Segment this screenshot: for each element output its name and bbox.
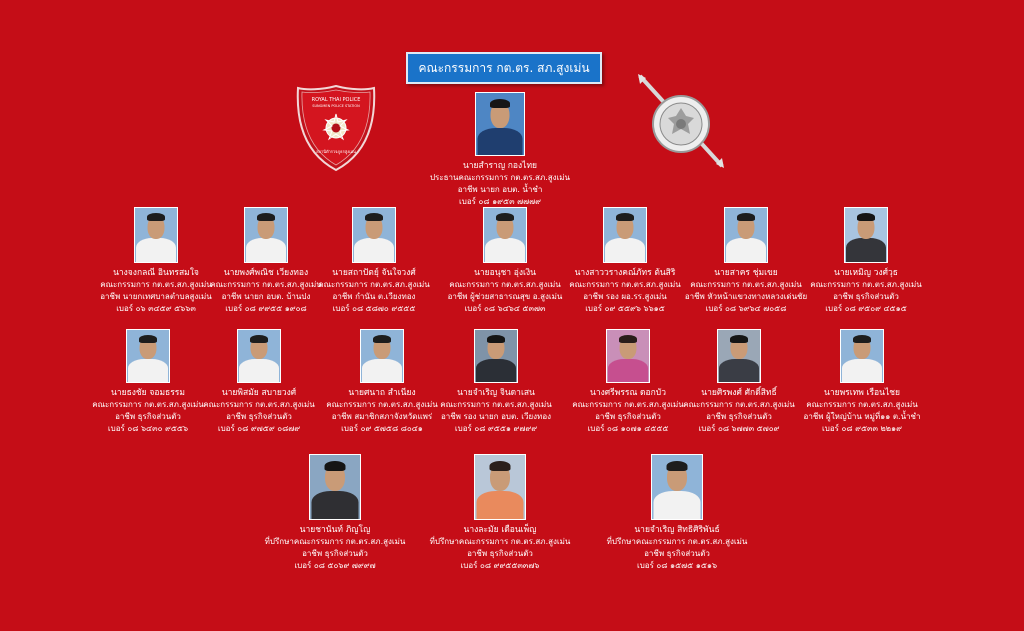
member-phone: เบอร์ ๐๘ ๙๙๕๕๓๓๗๖ (460, 561, 540, 570)
member-occupation: อาชีพ กำนัน ต.เวียงทอง (332, 292, 416, 301)
member-photo-body (654, 491, 701, 519)
member-phone: เบอร์ ๐๘ ๖๔๓๐ ๙๕๕๖ (107, 424, 189, 433)
member-photo-hair (490, 461, 511, 471)
member-occupation: อาชีพ ธุรกิจส่วนตัว (833, 292, 899, 301)
member-role: คณะกรรมการ กต.ตร.สภ.สูงเม่น (318, 280, 430, 289)
member-photo-hair (139, 335, 157, 343)
member-photo-body (476, 359, 516, 382)
member-name: นายเหมิญ วงศ์วุธ (834, 268, 898, 278)
member-photo-hair (619, 335, 637, 343)
member-name: นางศรีพรรณ ดอกบัว (590, 388, 666, 398)
member-photo (352, 207, 396, 263)
member-role: คณะกรรมการ กต.ตร.สภ.สูงเม่น (210, 280, 322, 289)
member-name: นางจงกลณี อินทรสมใจ (113, 268, 199, 278)
member-name: นายอนุชา อุ่งเงิน (474, 268, 536, 278)
member-occupation: อาชีพ ผู้ช่วยสาธารณสุข อ.สูงเม่น (447, 292, 563, 301)
member-phone: เบอร์ ๐๖ ๓๔๕๙ ๕๖๖๓ (116, 304, 196, 313)
member-occupation: อาชีพ ธุรกิจส่วนตัว (115, 412, 181, 421)
member-photo-body (246, 238, 286, 262)
member-name: นายจำเริญ จินดาเสน (457, 388, 535, 398)
member-phone: เบอร์ ๐๘ ๙๕๓๓ ๒๒๑๙ (822, 424, 902, 433)
member-photo (475, 92, 525, 156)
member-photo-hair (147, 213, 165, 221)
member-photo-body (608, 359, 648, 382)
member-name: นายชานันท์ ภิญโญ (299, 525, 371, 535)
member-photo-body (128, 359, 168, 382)
member-occupation: อาชีพ ธุรกิจส่วนตัว (467, 549, 533, 558)
member-photo (360, 329, 404, 383)
member-occupation: อาชีพ ธุรกิจส่วนตัว (595, 412, 661, 421)
member-name: นายพรเทพ เรือนไชย (824, 388, 900, 398)
member-photo-body (239, 359, 279, 382)
member-photo-hair (487, 335, 505, 343)
member-role: คณะกรรมการ กต.ตร.สภ.สูงเม่น (326, 400, 438, 409)
member-phone: เบอร์ ๐๘ ๖๙๖๔ ๗๐๕๘ (705, 304, 787, 313)
member-photo (606, 329, 650, 383)
member-photo-body (478, 128, 523, 155)
member-phone: เบอร์ ๐๘ ๖๗๗๓ ๕๗๐๙ (698, 424, 780, 433)
member-phone: เบอร์ ๐๘ ๑๙๕๓ ๗๗๗๙ (459, 197, 541, 206)
member-photo (724, 207, 768, 263)
member-role: คณะกรรมการ กต.ตร.สภ.สูงเม่น (449, 280, 561, 289)
member-photo-hair (365, 213, 383, 221)
member-phone: เบอร์ ๐๘ ๑๕๗๕ ๑๕๑๖ (636, 561, 718, 570)
member-photo-hair (490, 99, 510, 108)
member-photo-body (136, 238, 176, 262)
member-photo (844, 207, 888, 263)
member-occupation: อาชีพ ธุรกิจส่วนตัว (302, 549, 368, 558)
member-photo (126, 329, 170, 383)
member-photo-body (842, 359, 882, 382)
member-photo (244, 207, 288, 263)
member-role: ที่ปรึกษาคณะกรรมการ กต.ตร.สภ.สูงเม่น (264, 537, 406, 546)
member-name: นายสำราญ กองไทย (462, 161, 538, 171)
member-phone: เบอร์ ๐๘ ๙๙๕๕ ๑๙๐๘ (225, 304, 307, 313)
member-photo (717, 329, 761, 383)
member-photo-body (477, 491, 524, 519)
member-phone: เบอร์ ๐๘ ๕๘๗๐ ๙๕๕๕ (332, 304, 416, 313)
member-name: นายพงศ์พณิช เวียงทอง (223, 268, 309, 278)
member-role: ประธานคณะกรรมการ กต.ตร.สภ.สูงเม่น (429, 173, 571, 182)
member-photo-body (846, 238, 886, 262)
member-card (772, 329, 952, 435)
member-photo (474, 454, 526, 520)
member-role: คณะกรรมการ กต.ตร.สภ.สูงเม่น (572, 400, 684, 409)
member-photo (483, 207, 527, 263)
member-photo-hair (616, 213, 634, 221)
member-occupation: อาชีพ ธุรกิจส่วนตัว (706, 412, 772, 421)
member-photo-hair (857, 213, 875, 221)
member-role: คณะกรรมการ กต.ตร.สภ.สูงเม่น (690, 280, 802, 289)
badge-text-3: สถานีตำรวจภูธรสูงเม่น (316, 149, 356, 154)
member-phone: เบอร์ ๐๙ ๕๕๙๖ ๖๖๑๕ (585, 304, 665, 313)
member-role: คณะกรรมการ กต.ตร.สภ.สูงเม่น (569, 280, 681, 289)
member-occupation: อาชีพ ธุรกิจส่วนตัว (644, 549, 710, 558)
member-name: นายศิรพงศ์ ศักดิ์สิทธิ์ (701, 388, 777, 398)
member-photo-body (354, 238, 394, 262)
page-title: คณะกรรมการ กต.ตร. สภ.สูงเม่น (406, 52, 602, 84)
member-occupation: อาชีพ รอง นายก อบต. เวียงทอง (440, 412, 552, 421)
member-role: คณะกรรมการ กต.ตร.สภ.สูงเม่น (92, 400, 204, 409)
member-photo-hair (325, 461, 346, 471)
member-role: คณะกรรมการ กต.ตร.สภ.สูงเม่น (683, 400, 795, 409)
member-name: นายสาคร ชุ่มเขย (714, 268, 778, 278)
member-name: นายธงชัย จอมธรรม (111, 388, 185, 398)
member-occupation: อาชีพ นายก อบต. บ้านปง (221, 292, 311, 301)
member-occupation: อาชีพ นายก อบต. น้ำชำ (457, 185, 543, 194)
badge-text-2: SUNGMEN POLICE STATION (312, 104, 360, 108)
police-emblem-icon (636, 74, 726, 170)
member-photo-body (719, 359, 759, 382)
member-occupation: อาชีพ ธุรกิจส่วนตัว (226, 412, 292, 421)
member-name: นายศนาถ สำเนียง (348, 388, 416, 398)
member-photo-body (362, 359, 402, 382)
member-card (776, 207, 956, 315)
member-photo-hair (250, 335, 268, 343)
member-photo-body (605, 238, 645, 262)
member-photo (134, 207, 178, 263)
member-name: นางสาววรางคณ์ภัทร ต้นสิริ (574, 268, 676, 278)
member-photo-hair (737, 213, 755, 221)
member-name: นางละมัย เดือนเพ็ญ (463, 525, 537, 535)
member-occupation: อาชีพ รอง ผอ.รร.สูงเม่น (583, 292, 667, 301)
member-photo-body (726, 238, 766, 262)
member-photo-hair (853, 335, 871, 343)
member-photo (309, 454, 361, 520)
member-photo-body (485, 238, 525, 262)
member-name: นายจำเริญ สิทธิศิริพันธ์ (634, 525, 720, 535)
member-role: คณะกรรมการ กต.ตร.สภ.สูงเม่น (810, 280, 922, 289)
member-role: ที่ปรึกษาคณะกรรมการ กต.ตร.สภ.สูงเม่น (429, 537, 571, 546)
member-phone: เบอร์ ๐๘ ๑๐๗๑ ๔๕๕๕ (587, 424, 669, 433)
member-occupation: อาชีพ นายกเทศบาลตำบลสูงเม่น (100, 292, 212, 301)
badge-text-1: ROYAL THAI POLICE (311, 97, 361, 103)
member-phone: เบอร์ ๐๘ ๙๗๕๙ ๐๘๗๙ (217, 424, 301, 433)
member-photo (237, 329, 281, 383)
member-occupation: อาชีพ หัวหน้าแขวงทางหลวงเด่นชัย (684, 292, 808, 301)
member-photo-hair (496, 213, 514, 221)
member-occupation: อาชีพ สมาชิกสภาจังหวัดแพร่ (331, 412, 433, 421)
member-phone: เบอร์ ๐๘ ๕๐๖๙ ๗๙๙๗ (294, 561, 376, 570)
member-photo-hair (373, 335, 391, 343)
member-card (410, 92, 590, 208)
member-role: คณะกรรมการ กต.ตร.สภ.สูงเม่น (203, 400, 315, 409)
member-photo (474, 329, 518, 383)
member-card (245, 454, 425, 572)
member-photo (840, 329, 884, 383)
member-photo (651, 454, 703, 520)
member-role: ที่ปรึกษาคณะกรรมการ กต.ตร.สภ.สูงเม่น (606, 537, 748, 546)
member-card (587, 454, 767, 572)
member-card (410, 454, 590, 572)
member-name: นายสถาปัตยุ์ จันใจวงศ์ (332, 268, 416, 278)
member-photo-hair (730, 335, 748, 343)
member-phone: เบอร์ ๐๘ ๖๔๖๔ ๕๓๗๓ (464, 304, 546, 313)
member-phone: เบอร์ ๐๘ ๙๕๐๙ ๔๕๑๕ (825, 304, 907, 313)
member-photo-hair (257, 213, 275, 221)
member-occupation: อาชีพ ผู้ใหญ่บ้าน หมู่ที่๑๑ ต.น้ำชำ (803, 412, 921, 421)
member-photo-body (312, 491, 359, 519)
member-phone: เบอร์ ๐๙ ๕๗๕๘ ๘๐๔๑ (341, 424, 423, 433)
member-role: คณะกรรมการ กต.ตร.สภ.สูงเม่น (100, 280, 212, 289)
member-photo (603, 207, 647, 263)
member-name: นายพิสมัย สบายวงศ์ (221, 388, 297, 398)
member-phone: เบอร์ ๐๘ ๙๕๕๑ ๙๗๙๙ (454, 424, 538, 433)
member-role: คณะกรรมการ กต.ตร.สภ.สูงเม่น (440, 400, 552, 409)
member-photo-hair (667, 461, 688, 471)
member-role: คณะกรรมการ กต.ตร.สภ.สูงเม่น (806, 400, 918, 409)
